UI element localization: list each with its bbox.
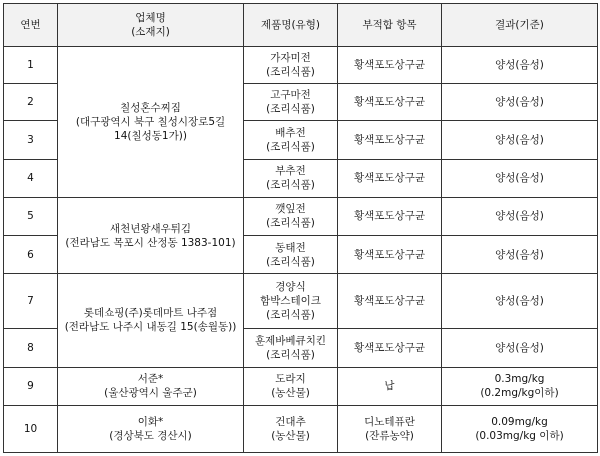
result-cell: 양성(음성) <box>442 121 598 160</box>
product-cell <box>244 235 338 274</box>
company-cell <box>58 367 244 406</box>
product-type: (조리식품) <box>266 309 315 322</box>
item-cell: 황색포도상구균 <box>338 159 442 198</box>
result-cell: 양성(음성) <box>442 329 598 368</box>
header-company-name: 업체명 <box>135 12 166 24</box>
result-cell <box>442 367 598 406</box>
product-type: (조리식품) <box>266 65 315 78</box>
product-cell <box>244 83 338 121</box>
header-result: 결과(기준) <box>442 4 598 47</box>
product-cell <box>244 329 338 368</box>
row-number: 1 <box>4 47 58 84</box>
company-name: 롯데쇼핑(주)롯데마트 나주점 <box>83 307 218 320</box>
result-cell: 양성(음성) <box>442 159 598 198</box>
item-name: 디노테퓨란 <box>364 416 415 429</box>
table-row <box>4 198 598 236</box>
header-company-location: (소재지) <box>131 26 170 38</box>
company-cell <box>58 406 244 453</box>
product-type: (농산물) <box>271 387 310 400</box>
row-number: 5 <box>4 198 58 236</box>
company-cell <box>58 47 244 198</box>
item-cell: 황색포도상구균 <box>338 47 442 84</box>
product-type: (조리식품) <box>266 140 315 153</box>
product-cell <box>244 198 338 236</box>
product-type: (농산물) <box>271 430 310 443</box>
row-number: 4 <box>4 159 58 198</box>
company-address: (전라남도 나주시 내동길 15(송월동)) <box>64 321 237 334</box>
result-value: 0.09mg/kg <box>491 416 548 429</box>
item-category: (잔류농약) <box>365 430 414 443</box>
product-type: (조리식품) <box>266 179 315 192</box>
table-row <box>4 406 598 453</box>
item-cell: 황색포도상구균 <box>338 121 442 160</box>
company-address: (경상북도 경산시) <box>109 430 192 443</box>
header-no: 연번 <box>4 4 58 47</box>
table-row <box>4 47 598 84</box>
row-number: 10 <box>4 406 58 453</box>
result-standard: (0.03mg/kg 이하) <box>475 430 564 443</box>
company-name: 이화* <box>137 416 164 429</box>
nonconforming-products-table <box>3 3 598 453</box>
company-address: (울산광역시 울주군) <box>104 387 197 400</box>
company-name: 새천년왕새우튀김 <box>109 222 192 235</box>
product-cell <box>244 274 338 329</box>
product-name: 훈제바베큐치킨 <box>254 334 326 347</box>
product-cell <box>244 159 338 198</box>
item-cell: 황색포도상구균 <box>338 198 442 236</box>
company-address: (대구광역시 북구 칠성시장로5길 <box>75 116 226 129</box>
product-cell <box>244 121 338 160</box>
row-number: 7 <box>4 274 58 329</box>
product-name: 부추전 <box>275 165 306 178</box>
product-name: 도라지 <box>275 373 306 386</box>
product-name: 고구마전 <box>270 88 311 101</box>
row-number: 9 <box>4 367 58 406</box>
result-cell: 양성(음성) <box>442 235 598 274</box>
header-company <box>58 4 244 47</box>
row-number: 6 <box>4 235 58 274</box>
product-name: 배추전 <box>275 126 306 139</box>
company-cell <box>58 274 244 367</box>
item-cell <box>338 406 442 453</box>
row-number: 2 <box>4 83 58 121</box>
result-standard: (0.2mg/kg이하) <box>480 387 559 400</box>
product-type: (조리식품) <box>266 217 315 230</box>
product-name: 깻잎전 <box>275 203 306 216</box>
company-name: 서준* <box>137 373 164 386</box>
result-cell <box>442 406 598 453</box>
header-product: 제품명(유형) <box>244 4 338 47</box>
product-cell <box>244 47 338 84</box>
product-name: 동태전 <box>275 241 306 254</box>
result-cell: 양성(음성) <box>442 47 598 84</box>
item-cell: 황색포도상구균 <box>338 83 442 121</box>
product-cell <box>244 367 338 406</box>
product-cell <box>244 406 338 453</box>
result-cell: 양성(음성) <box>442 198 598 236</box>
header-row <box>4 4 598 47</box>
product-name: 가자미전 <box>270 51 311 64</box>
company-address: (전라남도 목포시 산정동 1383-101) <box>65 236 236 249</box>
product-name: 함박스테이크 <box>260 295 321 308</box>
item-cell: 황색포도상구균 <box>338 274 442 329</box>
item-cell: 황색포도상구균 <box>338 329 442 368</box>
product-type: (조리식품) <box>266 102 315 115</box>
result-cell: 양성(음성) <box>442 274 598 329</box>
table-row <box>4 274 598 329</box>
company-name: 칠성혼수찌짐 <box>120 102 181 115</box>
company-address: 14(칠성동1가)) <box>114 130 187 143</box>
product-type: (조리식품) <box>266 348 315 361</box>
row-number: 8 <box>4 329 58 368</box>
row-number: 3 <box>4 121 58 160</box>
result-value: 0.3mg/kg <box>494 373 545 386</box>
product-name: 건대추 <box>275 416 306 429</box>
result-cell: 양성(음성) <box>442 83 598 121</box>
item-cell: 납 <box>338 367 442 406</box>
table-row <box>4 367 598 406</box>
company-cell <box>58 198 244 274</box>
product-type: (조리식품) <box>266 255 315 268</box>
header-item: 부적합 항목 <box>338 4 442 47</box>
item-cell: 황색포도상구균 <box>338 235 442 274</box>
product-name: 경양식 <box>275 281 306 294</box>
